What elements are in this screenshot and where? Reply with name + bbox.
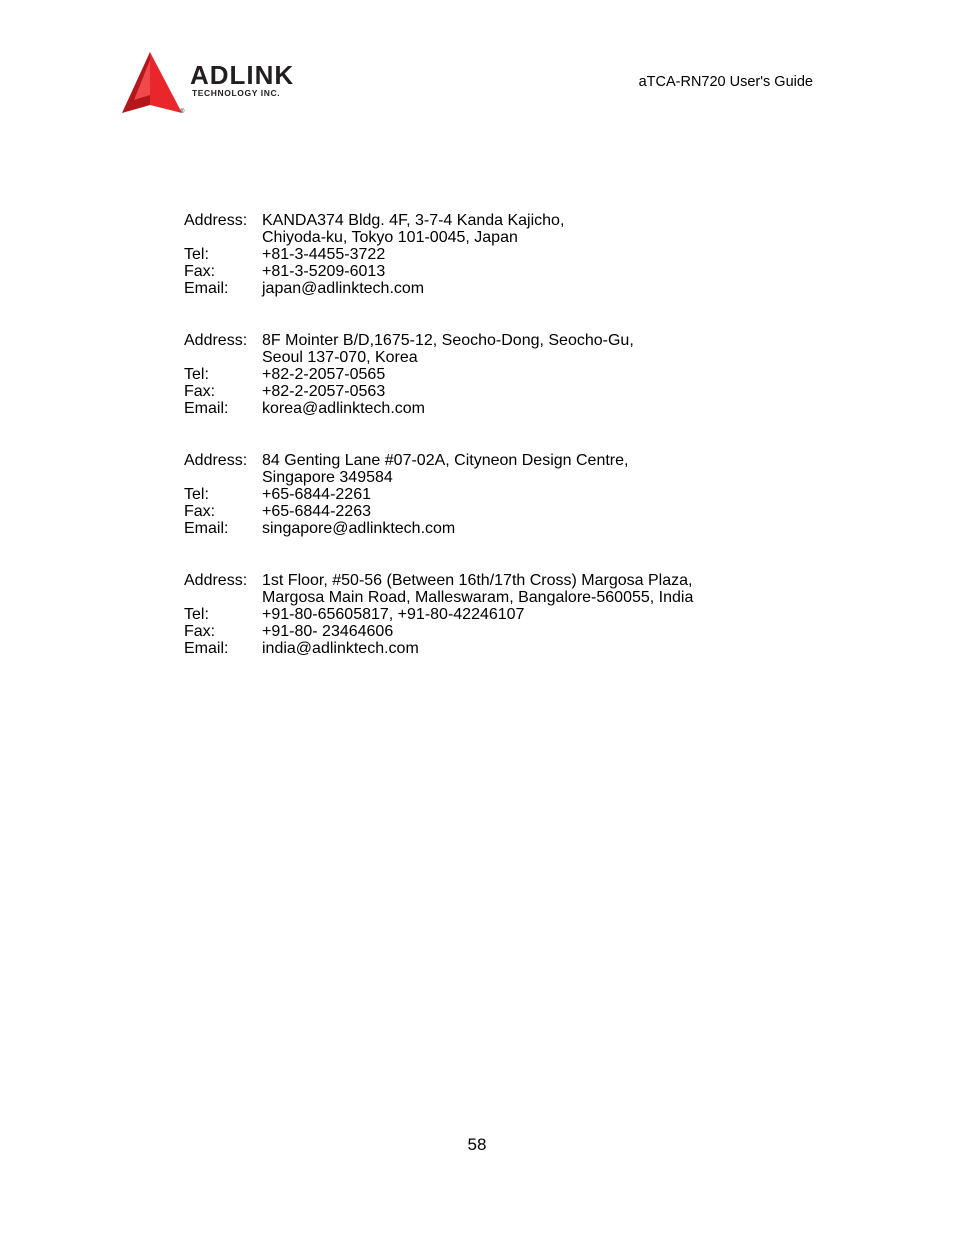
address-line: Seoul 137-070, Korea	[262, 349, 418, 366]
tel-label: Tel:	[184, 366, 209, 383]
address-line: 84 Genting Lane #07-02A, Cityneon Design Centre,	[262, 452, 629, 469]
address-value	[262, 452, 824, 486]
fax-row	[184, 383, 824, 400]
address-line: Margosa Main Road, Malleswaram, Bangalore-560055, India	[262, 589, 694, 606]
fax-label: Fax:	[184, 623, 216, 640]
logo-triangle-right	[150, 52, 182, 113]
tel-label: Tel:	[184, 486, 209, 503]
address-label: Address:	[184, 452, 248, 469]
fax-label: Fax:	[184, 503, 216, 520]
email-label: Email:	[184, 640, 229, 657]
address-label: Address:	[184, 212, 248, 229]
office-korea	[184, 332, 824, 417]
address-line: Singapore 349584	[262, 469, 393, 486]
email-value: india@adlinktech.com	[262, 640, 419, 657]
address-row	[184, 452, 824, 486]
fax-value: +81-3-5209-6013	[262, 263, 386, 280]
office-contact-list	[184, 212, 824, 692]
page-number: 58	[467, 1135, 487, 1154]
tel-row	[184, 366, 824, 383]
fax-value: +82-2-2057-0563	[262, 383, 386, 400]
tel-label: Tel:	[184, 606, 209, 623]
email-value: singapore@adlinktech.com	[262, 520, 456, 537]
tel-value: +81-3-4455-3722	[262, 246, 386, 263]
adlink-logo-graphic	[122, 50, 327, 116]
tel-value: +82-2-2057-0565	[262, 366, 386, 383]
address-label: Address:	[184, 572, 248, 589]
email-row	[184, 520, 824, 537]
email-row	[184, 280, 824, 297]
address-value	[262, 572, 824, 606]
tel-row	[184, 486, 824, 503]
email-label: Email:	[184, 400, 229, 417]
address-line: 1st Floor, #50-56 (Between 16th/17th Cross) Margosa Plaza,	[262, 572, 693, 589]
office-japan	[184, 212, 824, 297]
email-row	[184, 400, 824, 417]
address-value	[262, 212, 824, 246]
tel-row	[184, 246, 824, 263]
email-value: korea@adlinktech.com	[262, 400, 425, 417]
office-singapore	[184, 452, 824, 537]
address-row	[184, 572, 824, 606]
address-line: KANDA374 Bldg. 4F, 3-7-4 Kanda Kajicho,	[262, 212, 565, 229]
fax-row	[184, 503, 824, 520]
fax-label: Fax:	[184, 383, 216, 400]
logo-wordmark: ADLINK	[190, 60, 295, 90]
logo-subtitle: TECHNOLOGY INC.	[192, 88, 281, 98]
address-row	[184, 212, 824, 246]
tel-value: +91-80-65605817, +91-80-42246107	[262, 606, 525, 623]
tel-row	[184, 606, 824, 623]
email-label: Email:	[184, 520, 229, 537]
fax-value: +65-6844-2263	[262, 503, 371, 520]
adlink-logo	[122, 50, 327, 116]
address-label: Address:	[184, 332, 248, 349]
fax-value: +91-80- 23464606	[262, 623, 394, 640]
email-value: japan@adlinktech.com	[262, 280, 425, 297]
email-label: Email:	[184, 280, 229, 297]
office-india	[184, 572, 824, 657]
address-line: Chiyoda-ku, Tokyo 101-0045, Japan	[262, 229, 518, 246]
tel-value: +65-6844-2261	[262, 486, 371, 503]
fax-row	[184, 263, 824, 280]
fax-row	[184, 623, 824, 640]
email-row	[184, 640, 824, 657]
logo-registered-mark: ®	[180, 109, 185, 115]
address-row	[184, 332, 824, 366]
document-title: aTCA-RN720 User's Guide	[638, 74, 813, 90]
address-value	[262, 332, 824, 366]
address-line: 8F Mointer B/D,1675-12, Seocho-Dong, Seocho-Gu,	[262, 332, 634, 349]
fax-label: Fax:	[184, 263, 216, 280]
tel-label: Tel:	[184, 246, 209, 263]
